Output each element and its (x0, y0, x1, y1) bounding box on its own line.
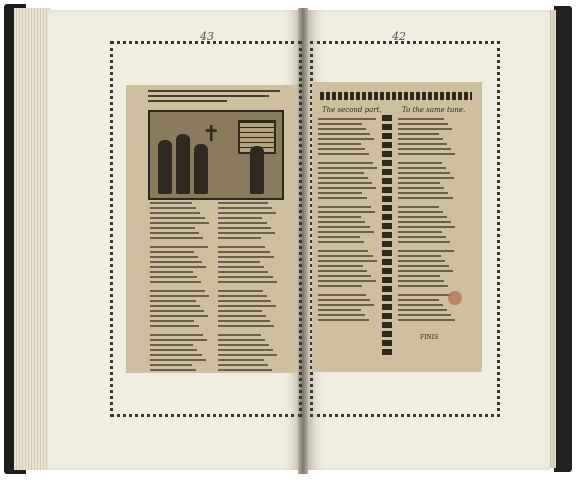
printed-line (318, 275, 371, 277)
printed-line (150, 227, 195, 229)
printed-line (150, 281, 201, 283)
printed-line (398, 285, 448, 287)
printed-line (398, 280, 444, 282)
printed-line (218, 290, 263, 292)
printed-line (398, 314, 451, 316)
printed-line (150, 217, 205, 219)
printed-line (318, 167, 377, 169)
woodcut-cross: ✝ (202, 122, 221, 147)
printed-line (150, 300, 196, 302)
printed-line (218, 369, 272, 371)
printed-line (398, 123, 448, 125)
printed-line (218, 232, 275, 234)
printed-line (318, 118, 376, 120)
printed-line (150, 295, 209, 297)
printed-line (398, 162, 442, 164)
printed-line (150, 256, 198, 258)
printed-line (398, 236, 446, 238)
right-ornament-band (320, 92, 472, 100)
printed-line (218, 295, 267, 297)
printed-line (150, 266, 206, 268)
printed-line (218, 261, 260, 263)
printed-line (318, 143, 361, 145)
printed-line (318, 197, 367, 199)
printed-line (318, 250, 368, 252)
printed-line (318, 153, 369, 155)
printed-line (398, 304, 443, 306)
printed-line (318, 309, 361, 311)
printed-line (398, 260, 445, 262)
printed-line (218, 266, 264, 268)
right-tune-title: To the same tune. (402, 106, 466, 114)
printed-line (218, 271, 268, 273)
page-edges-left (14, 8, 50, 470)
printed-line (398, 138, 443, 140)
printed-line (218, 305, 276, 307)
printed-line (218, 334, 261, 336)
book-cover-right (554, 6, 572, 472)
printed-line (318, 221, 365, 223)
printed-line (318, 138, 374, 140)
printed-line (218, 276, 273, 278)
printed-line (218, 222, 267, 224)
woodcut-figure (250, 146, 264, 194)
left-ballad-column-2 (218, 202, 278, 378)
printed-line (398, 265, 449, 267)
printed-line (150, 202, 192, 204)
printed-line (318, 285, 362, 287)
printed-line (218, 256, 274, 258)
printed-line (318, 177, 368, 179)
printed-line (218, 237, 261, 239)
printed-line (398, 319, 455, 321)
woodcut-figure (194, 144, 208, 194)
printed-line (150, 354, 202, 356)
printed-line (398, 216, 447, 218)
printed-line (398, 231, 442, 233)
printed-line (218, 217, 262, 219)
printed-line (218, 364, 268, 366)
printed-line (398, 172, 450, 174)
woodcut-figure (158, 140, 172, 194)
printed-line (398, 192, 448, 194)
printed-line (218, 354, 277, 356)
printed-line (218, 310, 262, 312)
printed-line (318, 260, 377, 262)
printed-line (150, 222, 209, 224)
printed-line (318, 148, 365, 150)
printed-line (150, 232, 199, 234)
printed-line (398, 133, 439, 135)
right-part-title: The second part, (322, 106, 382, 114)
printed-line (398, 177, 454, 179)
printed-line (398, 167, 446, 169)
printed-line (318, 192, 362, 194)
woodcut-illustration (148, 110, 284, 200)
printed-line (398, 226, 455, 228)
printed-line (218, 207, 272, 209)
printed-line (150, 271, 193, 273)
printed-line (398, 153, 455, 155)
printed-line (150, 349, 197, 351)
woodcut-figure (176, 134, 190, 194)
printed-line (150, 276, 197, 278)
printed-line (318, 231, 374, 233)
printed-line (218, 349, 273, 351)
printed-line (318, 211, 375, 213)
printed-line (398, 182, 440, 184)
printed-line (218, 344, 269, 346)
printed-line (318, 255, 373, 257)
printed-line (150, 364, 192, 366)
printed-line (318, 182, 372, 184)
printed-line (398, 275, 440, 277)
printed-line (218, 281, 277, 283)
printed-line (150, 237, 203, 239)
printed-line (318, 128, 366, 130)
printed-line (398, 143, 447, 145)
printed-line (218, 320, 270, 322)
printed-line (398, 299, 439, 301)
printed-line (218, 325, 274, 327)
printed-line (398, 148, 451, 150)
right-ballad-column-2 (398, 118, 456, 324)
printed-line (150, 369, 196, 371)
printed-line (398, 206, 439, 208)
printed-line (150, 320, 194, 322)
right-ballad-column-1 (318, 118, 378, 324)
left-ballad-title-block (148, 90, 280, 105)
printed-line (150, 344, 193, 346)
printed-line (318, 123, 362, 125)
printed-line (398, 221, 451, 223)
printed-line (398, 128, 452, 130)
finis-mark: FINIS (420, 334, 439, 341)
printed-line (218, 251, 270, 253)
printed-line (398, 211, 443, 213)
printed-line (318, 299, 370, 301)
printed-line (318, 172, 364, 174)
printed-line (318, 206, 371, 208)
printed-line (218, 227, 271, 229)
printed-line (218, 300, 271, 302)
printed-line (398, 187, 444, 189)
printed-line (398, 309, 447, 311)
printed-line (398, 255, 441, 257)
printed-line (318, 270, 367, 272)
printed-line (398, 241, 450, 243)
printed-line (398, 294, 452, 296)
printed-line (218, 359, 264, 361)
printed-line (318, 133, 370, 135)
printed-line (318, 265, 363, 267)
printed-line (150, 334, 203, 336)
printed-line (150, 207, 196, 209)
printed-line (150, 251, 194, 253)
printed-line (398, 250, 454, 252)
printed-line (318, 162, 373, 164)
printed-line (150, 261, 202, 263)
printed-line (318, 216, 361, 218)
printed-line (318, 280, 376, 282)
printed-line (318, 304, 374, 306)
printed-line (318, 314, 365, 316)
printed-line (218, 246, 265, 248)
printed-line (150, 315, 208, 317)
printed-line (150, 290, 205, 292)
printed-line (398, 270, 453, 272)
printed-line (150, 359, 206, 361)
printed-line (318, 226, 370, 228)
printed-line (398, 197, 453, 199)
library-stamp (448, 291, 462, 305)
printed-line (218, 212, 276, 214)
printed-line (318, 187, 376, 189)
printed-line (318, 319, 369, 321)
printed-line (150, 310, 204, 312)
printed-line (318, 236, 360, 238)
right-column-divider-ornament (382, 115, 392, 355)
printed-line (150, 212, 200, 214)
printed-line (150, 305, 200, 307)
left-ballad-column-1 (150, 202, 210, 378)
printed-line (150, 325, 199, 327)
printed-line (218, 202, 268, 204)
printed-line (218, 339, 265, 341)
printed-line (318, 241, 364, 243)
printed-line (218, 315, 266, 317)
printed-line (318, 294, 366, 296)
printed-line (150, 339, 207, 341)
left-folio-number: 43 (200, 30, 214, 43)
printed-line (398, 118, 444, 120)
printed-line (150, 246, 208, 248)
right-folio-number: 42 (392, 30, 406, 43)
